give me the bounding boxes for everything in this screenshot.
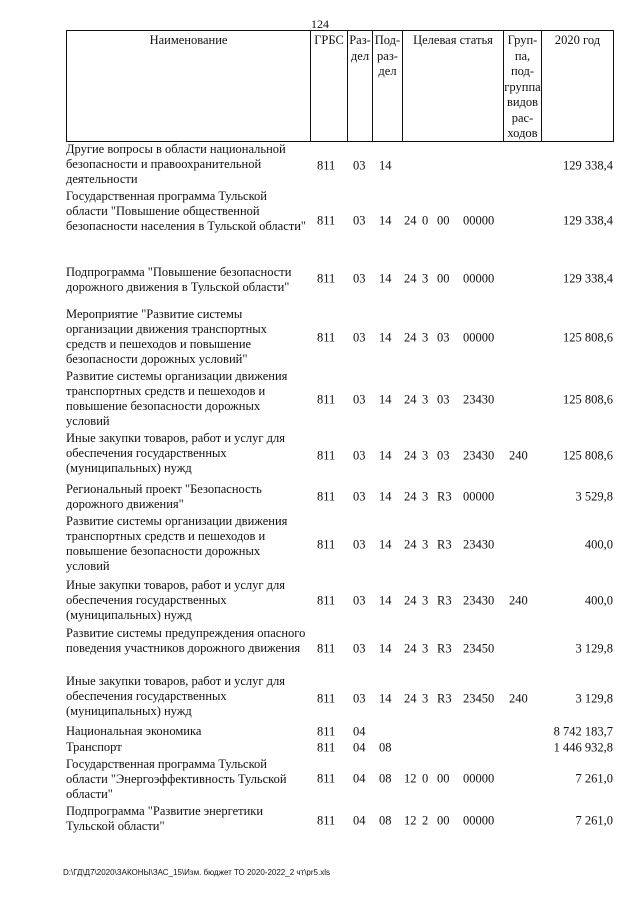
row-name: Мероприятие "Развитие системы организации движения транспортных средств и пешеходов и повышение безопасности дорожных условий" [66,307,267,366]
cell-rz: 03 [353,392,366,407]
cell-vr: 240 [509,691,528,705]
row-name: Развитие системы предупреждения опасного поведения участников дорожного движения [66,626,306,655]
row-name: Государственная программа Тульской области "Энергоэффективность Тульской области" [66,757,287,801]
page-number: 124 [311,17,329,31]
cell-pr: 14 [379,537,392,552]
cell-t4: 23430 [463,392,495,407]
cell-t3: 00 [437,813,450,828]
header-year: 2020 год [542,31,614,141]
cell-pr: 14 [379,448,392,462]
cell-pr: 14 [379,392,392,407]
header-razdel: Раз- дел [348,31,373,141]
cell-rz: 04 [353,813,366,828]
cell-rz: 04 [353,724,366,739]
cell-t1: 24 [404,448,417,462]
table-row [66,189,613,253]
cell-t1: 24 [404,691,417,705]
header-group: Груп- па, под- группа видов рас- ходов [504,33,541,140]
cell-sum: 125 808,6 [563,448,613,462]
cell-t1: 24 [404,641,417,656]
table-row [66,265,613,293]
cell-t2: 0 [422,213,429,228]
cell-t2: 3 [422,537,429,552]
cell-pr: 14 [379,691,392,705]
cell-pr: 14 [379,271,392,286]
table-row [66,578,613,624]
cell-sum: 3 129,8 [575,641,613,656]
cell-grbs: 811 [317,213,336,228]
row-name: Подпрограмма "Развитие энергетики Тульской области" [66,804,264,833]
cell-t4: 00000 [463,330,495,345]
row-name: Подпрограмма "Повышение безопасности дорожного движения в Тульской области" [66,265,292,294]
cell-t2: 3 [422,593,429,608]
cell-t3: 00 [437,271,450,286]
row-name: Региональный проект "Безопасность дорожного движения" [66,482,262,511]
cell-t2: 3 [422,489,429,504]
cell-pr: 14 [379,489,392,504]
cell-grbs: 811 [317,724,336,739]
cell-rz: 03 [353,537,366,552]
cell-sum: 125 808,6 [563,330,613,345]
cell-t3: R3 [437,489,452,504]
cell-rz: 03 [353,593,366,608]
header-target: Целевая статья [403,31,504,141]
cell-grbs: 811 [317,740,336,755]
row-name: Национальная экономика [66,724,202,738]
cell-t1: 12 [404,771,417,786]
cell-t3: 03 [437,392,450,407]
cell-grbs: 811 [317,448,336,462]
cell-vr: 240 [509,593,528,608]
cell-sum: 3 529,8 [575,489,613,504]
cell-pr: 08 [379,771,392,786]
cell-grbs: 811 [317,392,336,407]
cell-rz: 04 [353,740,366,755]
cell-grbs: 811 [317,641,336,656]
cell-t3: R3 [437,691,452,705]
cell-rz: 03 [353,158,366,172]
cell-pr: 08 [379,740,392,755]
cell-t3: 00 [437,213,450,228]
cell-t2: 3 [422,330,429,345]
cell-t3: 00 [437,771,450,786]
cell-t1: 24 [404,330,417,345]
cell-t2: 3 [422,448,429,462]
table-row [66,674,613,723]
cell-sum: 400,0 [584,537,613,552]
cell-pr: 08 [379,813,392,828]
cell-t2: 3 [422,392,429,407]
cell-t4: 23430 [463,593,495,608]
row-name: Развитие системы организации движения транспортных средств и пешеходов и повышение безопасности дорожных условий [66,514,288,573]
cell-t4: 00000 [463,489,495,504]
cell-sum: 3 129,8 [575,691,613,705]
cell-grbs: 811 [317,593,336,608]
row-name: Транспорт [66,740,122,754]
cell-sum: 129 338,4 [563,271,613,286]
cell-t4: 00000 [463,271,495,286]
cell-pr: 14 [379,213,392,228]
cell-sum: 7 261,0 [575,771,613,786]
cell-grbs: 811 [317,537,336,552]
footer-path: D:\ГД\Д7\2020\ЗАКОНЫ\ЗАС_15\Изм. бюджет ТО 2020-2022_2 чт\pr5.xls [63,868,330,877]
cell-rz: 03 [353,448,366,462]
cell-rz: 03 [353,330,366,345]
cell-grbs: 811 [317,771,336,786]
table-row [66,724,613,740]
cell-t4: 23430 [463,537,495,552]
cell-rz: 04 [353,771,366,786]
cell-sum: 8 742 183,7 [553,724,613,739]
cell-sum: 7 261,0 [575,813,613,828]
table-row [66,740,613,756]
row-name: Развитие системы организации движения транспортных средств и пешеходов и повышение безопасности дорожных условий [66,369,288,428]
table-row [66,804,613,838]
cell-t1: 12 [404,813,417,828]
cell-t4: 00000 [463,771,495,786]
cell-pr: 14 [379,158,392,172]
cell-rz: 03 [353,641,366,656]
cell-pr: 14 [379,593,392,608]
row-name: Другие вопросы в области национальной безопасности и правоохранительной деятельности [66,142,286,186]
cell-t4: 23430 [463,448,495,462]
cell-sum: 400,0 [584,593,613,608]
cell-rz: 03 [353,213,366,228]
row-name: Иные закупки товаров, работ и услуг для обеспечения государственных (муниципальных) нужд [66,674,286,718]
cell-t2: 2 [422,813,429,828]
cell-t4: 23450 [463,641,495,656]
table-row [66,142,613,189]
cell-pr: 14 [379,641,392,656]
cell-t1: 24 [404,392,417,407]
cell-t3: 03 [437,330,450,345]
row-name: Иные закупки товаров, работ и услуг для обеспечения государственных (муниципальных) нужд [66,431,286,475]
cell-t2: 3 [422,271,429,286]
row-name: Государственная программа Тульской области "Повышение общественной безопасности населения в Тульской области" [66,189,307,233]
cell-t3: R3 [437,537,452,552]
table-row [66,757,613,801]
table-header [66,30,614,142]
table-row [66,369,613,431]
cell-sum: 129 338,4 [563,158,613,172]
cell-grbs: 811 [317,271,336,286]
cell-t3: R3 [437,641,452,656]
cell-t2: 0 [422,771,429,786]
cell-rz: 03 [353,489,366,504]
cell-t1: 24 [404,537,417,552]
cell-sum: 125 808,6 [563,392,613,407]
cell-t1: 24 [404,213,417,228]
cell-t4: 23450 [463,691,495,705]
cell-t2: 3 [422,641,429,656]
cell-t4: 00000 [463,813,495,828]
cell-t1: 24 [404,489,417,504]
cell-grbs: 811 [317,158,336,172]
cell-t3: 03 [437,448,450,462]
cell-pr: 14 [379,330,392,345]
cell-grbs: 811 [317,813,336,828]
table-row [66,431,613,480]
header-name: Наименование [67,31,311,141]
cell-grbs: 811 [317,691,336,705]
cell-rz: 03 [353,271,366,286]
header-grbs: ГРБС [311,31,348,141]
cell-vr: 240 [509,448,528,462]
cell-t1: 24 [404,593,417,608]
cell-t2: 3 [422,691,429,705]
cell-sum: 1 446 932,8 [553,740,613,755]
cell-t1: 24 [404,271,417,286]
cell-sum: 129 338,4 [563,213,613,228]
cell-t3: R3 [437,593,452,608]
cell-grbs: 811 [317,330,336,345]
row-name: Иные закупки товаров, работ и услуг для обеспечения государственных (муниципальных) нужд [66,578,286,622]
cell-t4: 00000 [463,213,495,228]
table-row [66,307,613,369]
table-row [66,482,613,512]
cell-grbs: 811 [317,489,336,504]
table-row [66,626,613,672]
table-row [66,514,613,576]
header-podrazdel: Под- раз- дел [373,31,403,141]
cell-rz: 03 [353,691,366,705]
